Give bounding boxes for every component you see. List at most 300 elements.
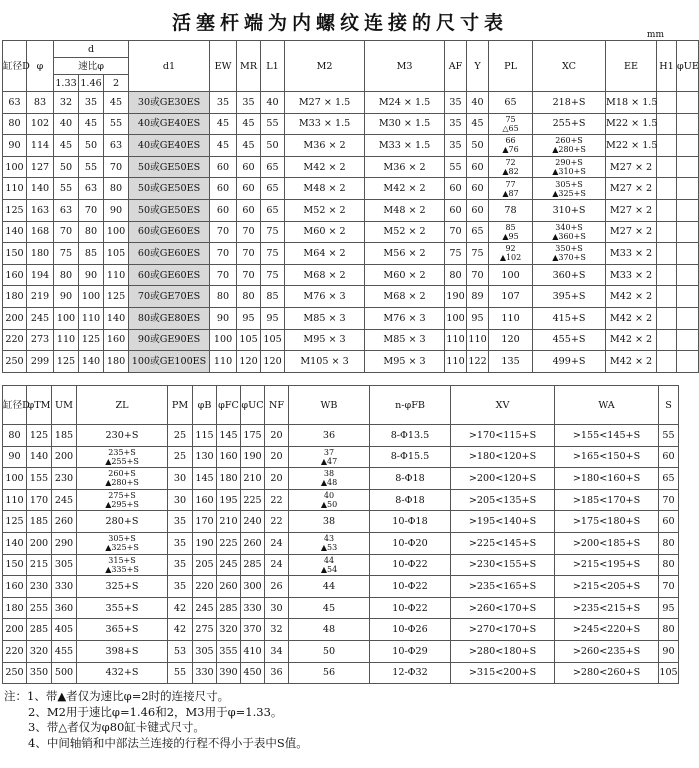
cell-d-1-33: 90: [54, 286, 79, 308]
cell-zl-value: 305+S: [108, 534, 136, 544]
cell-wb-value: 36: [322, 429, 336, 441]
note-3: 3、带△者仅为φ80缸卡键式尺寸。: [28, 720, 205, 734]
cell-l1: 65: [261, 178, 285, 200]
header-um: UM: [52, 386, 77, 425]
cell-pl-value-alt: [489, 145, 532, 154]
cell-af: 190: [445, 286, 467, 308]
cell-ew: 45: [210, 135, 237, 157]
cell-zl-value: 280+S: [105, 516, 139, 528]
cell-xc-value-alt: [533, 167, 605, 176]
cell-um: 455: [52, 640, 77, 662]
cell-bore: 80: [3, 425, 27, 447]
cell-ue: [677, 351, 699, 373]
table-row: [3, 554, 679, 576]
cell-pm: 53: [168, 640, 193, 662]
cell-zl-value: 315+S: [108, 555, 136, 565]
cell-um: 500: [52, 662, 77, 684]
cell-tm: 170: [27, 489, 52, 511]
cell-wa: >260<235+S: [555, 640, 659, 662]
cell-bore: 250: [3, 662, 27, 684]
triangle-icon: ▲: [105, 456, 112, 466]
cell-xc-value-2: 280+S: [558, 145, 586, 155]
cell-fc: 245: [217, 554, 241, 576]
cell-ue: [677, 243, 699, 265]
cell-xc-value: 255+S: [552, 118, 586, 130]
cell-bore: 150: [3, 243, 27, 265]
table-row: [3, 489, 679, 511]
cell-wb: [289, 576, 370, 598]
cell-af: 80: [445, 264, 467, 286]
cell-nfb: 10-Φ29: [370, 640, 451, 662]
cell-l1: 55: [261, 113, 285, 135]
cell-wb-value: 37: [323, 447, 335, 457]
header-pm: PM: [168, 386, 193, 425]
cell-d-1-46: 80: [79, 221, 104, 243]
header-xv: XV: [451, 386, 555, 425]
cell-d-2: 125: [104, 286, 129, 308]
cell-pm: 35: [168, 576, 193, 598]
cell-m3: M95 × 3: [365, 351, 445, 373]
cell-zl-value: 325+S: [105, 580, 139, 592]
triangle-icon: ▲: [502, 167, 509, 177]
table-row: [3, 264, 699, 286]
cell-fc: 225: [217, 532, 241, 554]
cell-y: 60: [467, 156, 489, 178]
cell-pl-value: 107: [501, 291, 520, 303]
table-row: [3, 307, 699, 329]
cell-ee: M42 × 2: [606, 286, 657, 308]
cell-af: 35: [445, 92, 467, 114]
table-row: [3, 425, 679, 447]
cell-h1: [657, 113, 677, 135]
triangle-icon: ▲: [320, 478, 327, 488]
cell-pl-value-alt: [489, 124, 532, 133]
cell-zl-value: 398+S: [105, 645, 139, 657]
cell-phi: 273: [27, 329, 54, 351]
cell-d-1-33: 55: [54, 178, 79, 200]
cell-xc-value: 360+S: [552, 269, 586, 281]
cell-wb: [289, 446, 370, 468]
cell-d-2: 90: [104, 199, 129, 221]
cell-nf: 34: [265, 640, 289, 662]
cell-wa: >185<170+S: [555, 489, 659, 511]
cell-pl-value: 135: [501, 355, 520, 367]
cell-tm: 125: [27, 425, 52, 447]
cell-phi: 299: [27, 351, 54, 373]
cell-tm: 320: [27, 640, 52, 662]
table-row: [3, 446, 679, 468]
cell-pm: 30: [168, 468, 193, 490]
cell-tm: 285: [27, 619, 52, 641]
cell-mr: 70: [237, 264, 261, 286]
table-row: [3, 640, 679, 662]
cell-y: 110: [467, 329, 489, 351]
header-bore: 缸径D: [3, 41, 27, 92]
cell-phi: 140: [27, 178, 54, 200]
cell-wb-value-2: 47: [326, 456, 338, 466]
cell-phi: 219: [27, 286, 54, 308]
cell-bore: 110: [3, 489, 27, 511]
cell-zl-value-2: 255+S: [111, 456, 139, 466]
cell-af: 100: [445, 307, 467, 329]
cell-d-1-46: 35: [79, 92, 104, 114]
cell-zl-value-2: 325+S: [111, 543, 139, 553]
cell-mr: 60: [237, 178, 261, 200]
cell-um: 330: [52, 576, 77, 598]
cell-pl-value-2: 76: [508, 145, 519, 155]
cell-pl-value-alt: [489, 167, 532, 176]
cell-y: 50: [467, 135, 489, 157]
cell-xv: >200<120+S: [451, 468, 555, 490]
cell-m3: M36 × 2: [365, 156, 445, 178]
cell-pl: [489, 264, 533, 286]
cell-d-1-46: 125: [79, 329, 104, 351]
header-phi: φ: [27, 41, 54, 92]
cell-xv: >205<135+S: [451, 489, 555, 511]
cell-uc: 300: [241, 576, 265, 598]
cell-ee: M42 × 2: [606, 329, 657, 351]
cell-xc-value-2: 370+S: [558, 253, 586, 263]
cell-bore: 200: [3, 619, 27, 641]
cell-zl-value: 365+S: [105, 624, 139, 636]
cell-ue: [677, 307, 699, 329]
cell-wb: [289, 489, 370, 511]
cell-wa: >215<195+S: [555, 554, 659, 576]
cell-bore: 140: [3, 221, 27, 243]
cell-nfb: 10-Φ18: [370, 511, 451, 533]
cell-fc: 195: [217, 489, 241, 511]
cell-tm: 350: [27, 662, 52, 684]
cell-l1: 85: [261, 286, 285, 308]
header-ee: EE: [606, 41, 657, 92]
cell-fc: 145: [217, 425, 241, 447]
cell-y: 65: [467, 221, 489, 243]
cell-phi: 180: [27, 243, 54, 265]
cell-l1: 65: [261, 199, 285, 221]
cell-tm: 155: [27, 468, 52, 490]
cell-uc: 260: [241, 532, 265, 554]
cell-zl: [77, 597, 168, 619]
cell-y: 122: [467, 351, 489, 373]
cell-nf: 22: [265, 489, 289, 511]
cell-l1: 75: [261, 264, 285, 286]
page-title: 活塞杆端为内螺纹连接的尺寸表: [171, 12, 508, 34]
cell-ew: 80: [210, 286, 237, 308]
cell-wb-value: 38: [323, 469, 335, 479]
header-h1: H1: [657, 41, 677, 92]
cell-ee: M33 × 2: [606, 243, 657, 265]
cell-phi: 245: [27, 307, 54, 329]
cell-pl: [489, 156, 533, 178]
cell-xc-value: 340+S: [555, 222, 583, 232]
cell-fc: 355: [217, 640, 241, 662]
cell-m2: M36 × 2: [285, 135, 365, 157]
cell-pl: [489, 135, 533, 157]
cell-xv: >180<120+S: [451, 446, 555, 468]
cell-s: 70: [659, 489, 679, 511]
cell-d1: 70或GE70ES: [129, 286, 210, 308]
cell-af: 110: [445, 329, 467, 351]
cell-d-2: 80: [104, 178, 129, 200]
cell-wb-value: 45: [322, 602, 336, 614]
cell-nf: 20: [265, 425, 289, 447]
cell-h1: [657, 307, 677, 329]
cell-m2: M60 × 2: [285, 221, 365, 243]
cell-zl: [77, 532, 168, 554]
triangle-icon: ▲: [320, 456, 327, 466]
cell-nfb: 10-Φ26: [370, 619, 451, 641]
cell-zl-value: 432+S: [105, 667, 139, 679]
cell-ue: [677, 286, 699, 308]
cell-d-1-33: 100: [54, 307, 79, 329]
cell-zl-value: 275+S: [108, 491, 136, 501]
cell-xc-value: 290+S: [555, 158, 583, 168]
cell-pm: 42: [168, 597, 193, 619]
cell-af: 75: [445, 243, 467, 265]
cell-pm: 35: [168, 532, 193, 554]
cell-d-1-33: 110: [54, 329, 79, 351]
cell-zl-value: 260+S: [108, 469, 136, 479]
cell-zl: [77, 425, 168, 447]
cell-nfb: 10-Φ22: [370, 597, 451, 619]
cell-bore: 200: [3, 307, 27, 329]
cell-wa: >280<260+S: [555, 662, 659, 684]
cell-l1: 120: [261, 351, 285, 373]
cell-s: 95: [659, 597, 679, 619]
cell-pl-value: 78: [504, 204, 517, 216]
cell-ew: 60: [210, 199, 237, 221]
cell-ew: 45: [210, 113, 237, 135]
cell-nfb: 8-Φ15.5: [370, 446, 451, 468]
cell-af: 35: [445, 135, 467, 157]
cell-y: 60: [467, 178, 489, 200]
cell-m2: M33 × 1.5: [285, 113, 365, 135]
cell-d1: 60或GE60ES: [129, 243, 210, 265]
cell-d1: 40或GE40ES: [129, 113, 210, 135]
cell-wa: >155<145+S: [555, 425, 659, 447]
cell-m2: M64 × 2: [285, 243, 365, 265]
cell-pl-value: 120: [501, 334, 520, 346]
cell-pl-value-2: 87: [508, 188, 519, 198]
cell-pl-value-alt: [489, 253, 532, 262]
cell-pl: [489, 92, 533, 114]
cell-zl: [77, 662, 168, 684]
cell-pl-value: 92: [505, 244, 516, 254]
cell-d-1-46: 85: [79, 243, 104, 265]
cell-m3: M30 × 1.5: [365, 113, 445, 135]
cell-b: 130: [193, 446, 217, 468]
cell-mr: 70: [237, 243, 261, 265]
cell-phi: 102: [27, 113, 54, 135]
cell-xc: [533, 286, 606, 308]
cell-um: 185: [52, 425, 77, 447]
cell-d-1-33: 45: [54, 135, 79, 157]
cell-pl-value: 110: [501, 312, 520, 324]
cell-nfb: 10-Φ20: [370, 532, 451, 554]
cell-mr: 60: [237, 199, 261, 221]
cell-m2: M27 × 1.5: [285, 92, 365, 114]
cell-s: 55: [659, 425, 679, 447]
table-row: [3, 511, 679, 533]
cell-d-1-33: 32: [54, 92, 79, 114]
triangle-icon: ▲: [552, 167, 559, 177]
cell-m2: M68 × 2: [285, 264, 365, 286]
cell-s: 90: [659, 640, 679, 662]
cell-phi: 83: [27, 92, 54, 114]
cell-bore: 90: [3, 135, 27, 157]
cell-l1: 40: [261, 92, 285, 114]
cell-h1: [657, 92, 677, 114]
cell-tm: 185: [27, 511, 52, 533]
cell-nf: 24: [265, 554, 289, 576]
cell-ee: M27 × 2: [606, 156, 657, 178]
cell-pm: 25: [168, 446, 193, 468]
cell-ee: M33 × 2: [606, 264, 657, 286]
cell-mr: 105: [237, 329, 261, 351]
cell-d-2: 180: [104, 351, 129, 373]
note-4: 4、中间轴销和中部法兰连接的行程不得小于表中S值。: [28, 735, 308, 750]
cell-d-2: 160: [104, 329, 129, 351]
triangle-icon: △: [502, 123, 509, 133]
cell-fc: 180: [217, 468, 241, 490]
cell-xc-value: 260+S: [555, 136, 583, 146]
cell-bore: 160: [3, 264, 27, 286]
cell-wb-value: 50: [322, 645, 336, 657]
cell-d-1-33: 40: [54, 113, 79, 135]
cell-xv: >170<115+S: [451, 425, 555, 447]
cell-pl-value: 65: [504, 96, 517, 108]
cell-xv: >225<145+S: [451, 532, 555, 554]
cell-d-1-33: 125: [54, 351, 79, 373]
cell-ee: M18 × 1.5: [606, 92, 657, 114]
cell-y: 89: [467, 286, 489, 308]
cell-b: 305: [193, 640, 217, 662]
cell-b: 160: [193, 489, 217, 511]
cell-tm: 200: [27, 532, 52, 554]
cell-um: 245: [52, 489, 77, 511]
table-row: [3, 243, 699, 265]
cell-d1: 50或GE50ES: [129, 178, 210, 200]
cell-nfb: 10-Φ22: [370, 554, 451, 576]
cell-y: 95: [467, 307, 489, 329]
cell-pm: 55: [168, 662, 193, 684]
cell-bore: 180: [3, 597, 27, 619]
cell-d-1-46: 55: [79, 156, 104, 178]
cell-ue: [677, 199, 699, 221]
notes: [4, 689, 308, 751]
cell-s: 65: [659, 468, 679, 490]
cell-d-1-46: 63: [79, 178, 104, 200]
triangle-icon: ▲: [552, 253, 559, 263]
cell-mr: 120: [237, 351, 261, 373]
cell-nfb: 12-Φ32: [370, 662, 451, 684]
cell-d1: 90或GE90ES: [129, 329, 210, 351]
cell-nf: 26: [265, 576, 289, 598]
header-pl: PL: [489, 41, 533, 92]
cell-zl: [77, 619, 168, 641]
cell-zl-value-alt: [77, 543, 167, 552]
cell-ew: 110: [210, 351, 237, 373]
header-uc: φUC: [241, 386, 265, 425]
cell-d-1-46: 100: [79, 286, 104, 308]
cell-pl-value: 72: [505, 158, 516, 168]
header-tm: φTM: [27, 386, 52, 425]
cell-ew: 70: [210, 243, 237, 265]
cell-bore: 100: [3, 156, 27, 178]
cell-pl: [489, 178, 533, 200]
table-row: [3, 178, 699, 200]
cell-d-1-33: 50: [54, 156, 79, 178]
cell-pl: [489, 199, 533, 221]
cell-ue: [677, 113, 699, 135]
cell-ue: [677, 135, 699, 157]
cell-d-1-46: 50: [79, 135, 104, 157]
cell-b: 145: [193, 468, 217, 490]
cell-xc: [533, 113, 606, 135]
cell-m3: M48 × 2: [365, 199, 445, 221]
cell-wb-value-2: 54: [326, 564, 338, 574]
cell-xv: >270<170+S: [451, 619, 555, 641]
cell-zl-value-alt: [77, 500, 167, 509]
cell-ew: 35: [210, 92, 237, 114]
cell-xv: >315<200+S: [451, 662, 555, 684]
cell-tm: 140: [27, 446, 52, 468]
cell-l1: 75: [261, 221, 285, 243]
cell-m3: M33 × 1.5: [365, 135, 445, 157]
cell-b: 330: [193, 662, 217, 684]
cell-mr: 45: [237, 113, 261, 135]
cell-nf: 24: [265, 532, 289, 554]
dimension-table-lower: [2, 385, 679, 684]
cell-y: 75: [467, 243, 489, 265]
cell-xc-value: 350+S: [555, 244, 583, 254]
cell-zl-value: 355+S: [105, 602, 139, 614]
cell-wb-value: 44: [322, 580, 336, 592]
cell-wb: [289, 425, 370, 447]
cell-tm: 215: [27, 554, 52, 576]
cell-wb-value-alt: [289, 478, 369, 487]
table-row: [3, 286, 699, 308]
header-xc: XC: [533, 41, 606, 92]
cell-d1: 100或GE100ES: [129, 351, 210, 373]
cell-pl-value: 75: [505, 114, 516, 124]
cell-um: 200: [52, 446, 77, 468]
table-row: [3, 221, 699, 243]
cell-d-2: 105: [104, 243, 129, 265]
cell-m3: M52 × 2: [365, 221, 445, 243]
cell-uc: 285: [241, 554, 265, 576]
cell-nf: 22: [265, 511, 289, 533]
cell-ee: M22 × 1.5: [606, 135, 657, 157]
header-bore-2: 缸径D: [3, 386, 27, 425]
cell-wb-value-2: 48: [326, 478, 338, 488]
cell-d-2: 110: [104, 264, 129, 286]
cell-af: 35: [445, 113, 467, 135]
cell-pl: [489, 351, 533, 373]
cell-wb-value: 56: [322, 667, 336, 679]
cell-phi: 194: [27, 264, 54, 286]
cell-h1: [657, 221, 677, 243]
cell-ee: M27 × 2: [606, 221, 657, 243]
cell-xc-value-2: 325+S: [558, 188, 586, 198]
cell-bore: 220: [3, 329, 27, 351]
cell-s: 105: [659, 662, 679, 684]
header-b: φB: [193, 386, 217, 425]
cell-um: 260: [52, 511, 77, 533]
cell-m3: M68 × 2: [365, 286, 445, 308]
cell-xc-value: 310+S: [552, 204, 586, 216]
cell-pl-value: 100: [501, 269, 520, 281]
